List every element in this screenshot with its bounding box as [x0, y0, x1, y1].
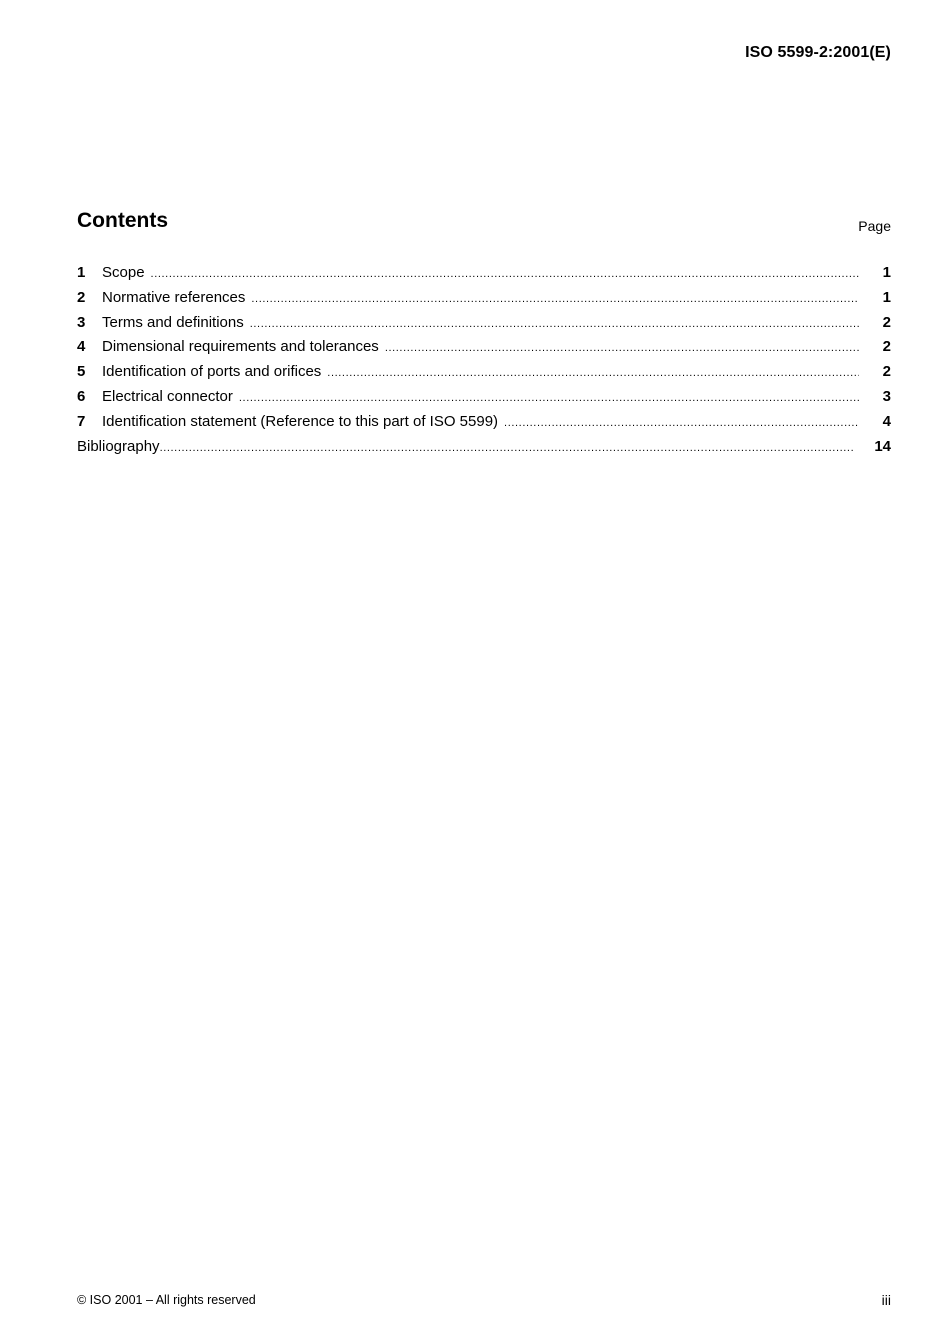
toc-dot-leader [504, 411, 859, 435]
toc-entry-number: 6 [77, 387, 86, 405]
toc-entry-title: Dimensional requirements and tolerances [102, 338, 379, 356]
toc-dot-leader [160, 436, 853, 460]
toc-entry-number: 2 [77, 288, 86, 306]
toc-entry[interactable] [77, 360, 891, 385]
toc-dot-leader [239, 386, 859, 410]
toc-entry-title: Normative references [102, 288, 246, 306]
toc-entry[interactable] [77, 385, 891, 410]
toc-entry-page: 14 [874, 437, 891, 455]
toc-entry-page: 2 [882, 338, 891, 356]
toc-entry[interactable] [77, 311, 891, 336]
toc-entry[interactable] [77, 335, 891, 360]
toc-entry-title: Scope [102, 264, 145, 281]
toc-dot-leader [385, 336, 859, 360]
toc-entry-number: 7 [77, 412, 86, 430]
toc-dot-leader [251, 287, 859, 311]
toc-entry-title: Electrical connector [102, 387, 233, 405]
toc-entry-number: 5 [77, 363, 86, 381]
toc-entry-page: 2 [882, 313, 891, 331]
toc-entry[interactable] [77, 286, 891, 311]
toc-entry-bibliography[interactable] [77, 435, 891, 460]
toc-entry-number: 3 [77, 313, 86, 331]
toc-dot-leader [327, 361, 859, 385]
toc-entry-number: 1 [77, 264, 86, 281]
toc-entry-page: 2 [882, 363, 891, 381]
toc-entry-title: Identification of ports and orifices [102, 363, 322, 381]
copyright-notice: © ISO 2001 – All rights reserved [77, 1293, 256, 1307]
toc-entry[interactable] [77, 261, 891, 286]
toc-entry-title: Identification statement (Reference to this part of ISO 5599) [102, 412, 499, 430]
toc-entry-number: 4 [77, 338, 86, 356]
toc-entry-title: Bibliography [77, 437, 160, 455]
toc-dot-leader [151, 262, 859, 286]
document-id: ISO 5599-2:2001(E) [745, 44, 891, 61]
toc-dot-leader [250, 312, 859, 336]
toc-entry-page: 4 [882, 412, 891, 430]
table-of-contents [77, 261, 891, 459]
toc-entry-page: 1 [882, 288, 891, 306]
contents-heading: Contents [77, 209, 168, 232]
toc-entry-page: 1 [882, 264, 891, 281]
page-column-label: Page [858, 218, 891, 234]
toc-entry[interactable] [77, 410, 891, 435]
toc-entry-title: Terms and definitions [102, 313, 244, 331]
toc-entry-page: 3 [882, 387, 891, 405]
page-number: iii [881, 1292, 891, 1308]
